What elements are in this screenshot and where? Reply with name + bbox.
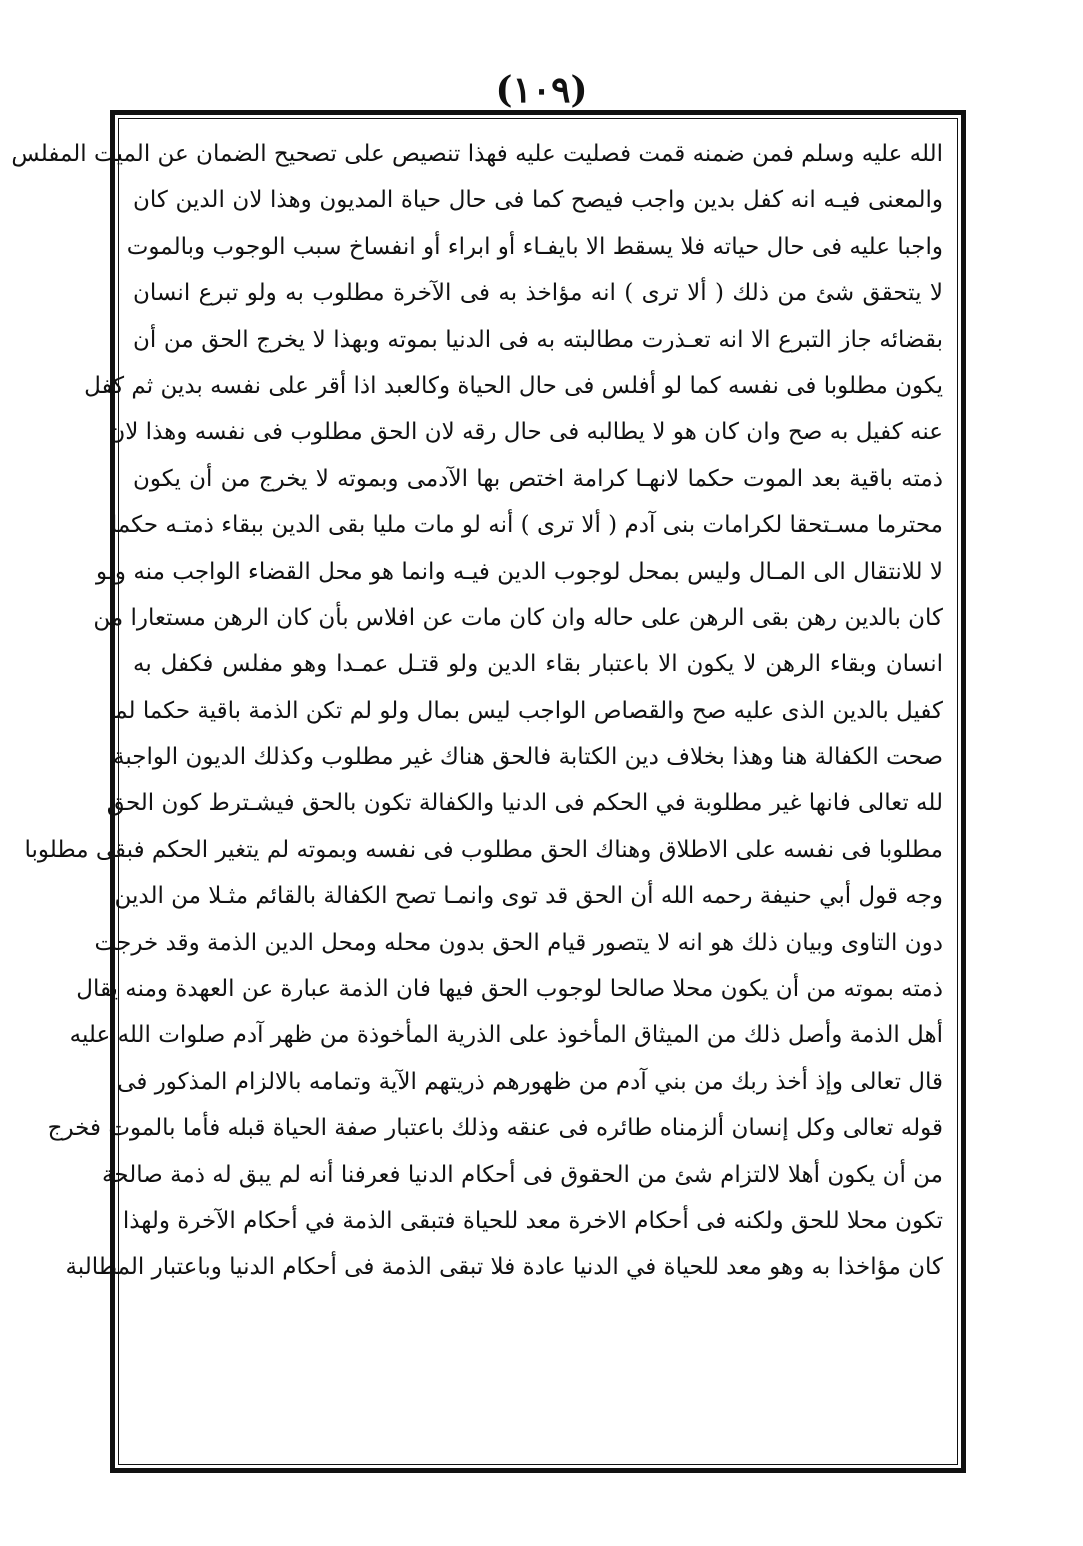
- body-text: [11, 131, 943, 1291]
- text-line: عنه كفيل به صح وان كان هو لا يطالبه فى حال رقه لان الحق مطلوب فى نفسه وهذا لان: [108, 419, 943, 446]
- text-line: كفيل بالدين الذى عليه صح والقصاص الواجب ليس بمال ولو لم تكن الذمة باقية حكما لما: [108, 697, 943, 724]
- text-line: قال تعالى وإذ أخذ ربك من بني آدم من ظهورهم ذريتهم الآية وتمامه بالالزام المذكور فى: [117, 1068, 943, 1095]
- text-line: كان مؤاخذا به وهو معد للحياة في الدنيا عادة فلا تبقى الذمة فى أحكام الدنيا وباعتبار المطالبة: [65, 1254, 943, 1281]
- text-line: لله تعالى فانها غير مطلوبة في الحكم فى الدنيا والكفالة تكون بالحق فيشـترط كون الحق: [106, 790, 943, 817]
- text-line: والمعنى فيـه انه كفل بدين واجب فيصح كما فى حال حياة المديون وهذا لان الدين كان: [133, 187, 943, 214]
- text-line: ذمته بموته من أن يكون محلا صالحا لوجوب الحق فيها فان الذمة عبارة عن العهدة ومنه يقال: [76, 976, 943, 1003]
- text-line: قوله تعالى وكل إنسان ألزمناه طائره فى عنقه وذلك باعتبار صفة الحياة قبله فأما بالموت فخرج: [47, 1115, 943, 1142]
- text-line: محترما مسـتحقا لكرامات بنى آدم ( ألا ترى ) أنه لو مات مليا بقى الدين ببقاء ذمتـه حكما: [110, 512, 943, 539]
- text-line: ذمته باقية بعد الموت حكما لانهـا كرامة اختص بها الآدمى وبموته لا يخرج من أن يكون: [133, 465, 943, 492]
- text-line: صحت الكفالة هنا وهذا بخلاف دين الكتابة فالحق هناك غير مطلوب وكذلك الديون الواجبة: [113, 744, 943, 771]
- text-line: تكون محلا للحق ولكنه فى أحكام الاخرة معد للحياة فتبقى الذمة في أحكام الآخرة ولهذا: [122, 1207, 943, 1234]
- text-line: مطلوبا فى نفسه على الاطلاق وهناك الحق مطلوب فى نفسه وبموته لم يتغير الحكم فبقى مطلوبا: [24, 836, 943, 863]
- text-line: يكون مطلوبا فى نفسه كما لو أفلس فى حال الحياة وكالعبد اذا أقر على نفسه بدين ثم كفل: [84, 372, 943, 399]
- text-line: واجبا عليه فى حال حياته فلا يسقط الا بايفـاء أو ابراء أو انفساخ سبب الوجوب وبالموت: [126, 233, 943, 260]
- page-frame-inner: [11, 118, 958, 1465]
- text-line: أهل الذمة وأصل ذلك من الميثاق المأخوذ على الذرية المأخوذة من ظهر آدم صلوات الله عليه: [69, 1022, 943, 1049]
- page-number: (١٠٩): [495, 69, 588, 111]
- text-line: دون التاوى وبيان ذلك هو انه لا يتصور قيام الحق بدون محله ومحل الدين الذمة وقد خرجت: [94, 929, 943, 956]
- text-line: لا للانتقال الى المـال وليس بمحل لوجوب الدين فيـه وانما هو محل القضاء الواجب منه ولو: [96, 558, 943, 585]
- text-line: من أن يكون أهلا لالتزام شئ من الحقوق فى أحكام الدنيا فعرفنا أنه لم يبق له ذمة صالحة: [102, 1161, 943, 1188]
- text-line: لا يتحقق شئ من ذلك ( ألا ترى ) انه مؤاخذ به فى الآخرة مطلوب به ولو تبرع انسان: [133, 280, 943, 307]
- text-line: كان بالدين رهن بقى الرهن على حاله وان كان مات عن افلاس بأن كان الرهن مستعارا من: [93, 604, 943, 631]
- text-line: انسان وبقاء الرهن لا يكون الا باعتبار بقاء الدين ولو قتـل عمـدا وهو مفلس فكفل به: [133, 651, 943, 678]
- page-frame: [11, 110, 966, 1473]
- text-line: بقضائه جاز التبرع الا انه تعـذرت مطالبته به فى الدنيا بموته وبهذا لا يخرج الحق من أن: [133, 326, 943, 353]
- text-line: الله عليه وسلم فمن ضمنه قمت فصليت عليه فهذا تنصيص على تصحيح الضمان عن الميت المفلس: [11, 141, 943, 167]
- text-line: وجه قول أبي حنيفة رحمه الله أن الحق قد توى وانمـا تصح الكفالة بالقائم مثـلا من الدين: [114, 883, 943, 910]
